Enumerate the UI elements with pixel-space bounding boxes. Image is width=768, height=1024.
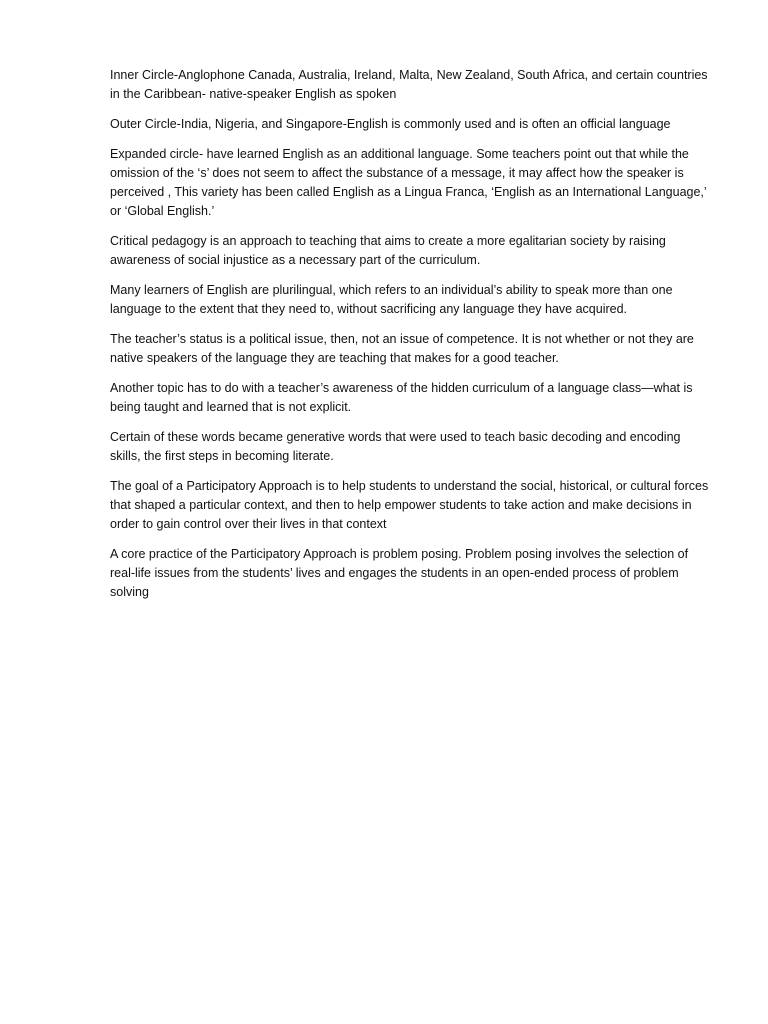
paragraph-expanded-circle: Expanded circle- have learned English as an additional language. Some teachers point out that while the omission of the ‘s’ does not seem to affect the substance of a message, it may affect how the speaker is perceived , This variety has been called English as a Lingua Franca, ‘English as an International Language,’ or ‘Global English.’ [110,147,707,218]
paragraph-hidden-curriculum: Another topic has to do with a teacher’s awareness of the hidden curriculum of a language class—what is being taught and learned that is not explicit. [110,381,693,414]
paragraph-teacher-status: The teacher’s status is a political issue, then, not an issue of competence. It is not whether or not they are native speakers of the language they are teaching that makes for a good teacher. [110,332,694,365]
paragraph-participatory-goal: The goal of a Participatory Approach is to help students to understand the social, historical, or cultural forces that shaped a particular context, and then to help empower students to take action and make decisions in order to gain control over their lives in that context [110,479,709,531]
document-body [110,66,710,613]
paragraph-critical-pedagogy: Critical pedagogy is an approach to teaching that aims to create a more egalitarian society by raising awareness of social injustice as a necessary part of the curriculum. [110,234,666,267]
paragraph-inner-circle: Inner Circle-Anglophone Canada, Australia, Ireland, Malta, New Zealand, South Africa, and certain countries in the Caribbean- native-speaker English as spoken [110,68,708,101]
paragraph-generative-words: Certain of these words became generative words that were used to teach basic decoding and encoding skills, the first steps in becoming literate. [110,430,681,463]
paragraph-problem-posing: A core practice of the Participatory Approach is problem posing. Problem posing involves the selection of real-life issues from the students’ lives and engages the students in an open-ended process of problem solving [110,547,689,599]
paragraph-plurilingual: Many learners of English are plurilingual, which refers to an individual’s ability to speak more than one language to the extent that they need to, without sacrificing any language they have acquired. [110,283,673,316]
paragraph-outer-circle: Outer Circle-India, Nigeria, and Singapore-English is commonly used and is often an official language [110,117,671,131]
